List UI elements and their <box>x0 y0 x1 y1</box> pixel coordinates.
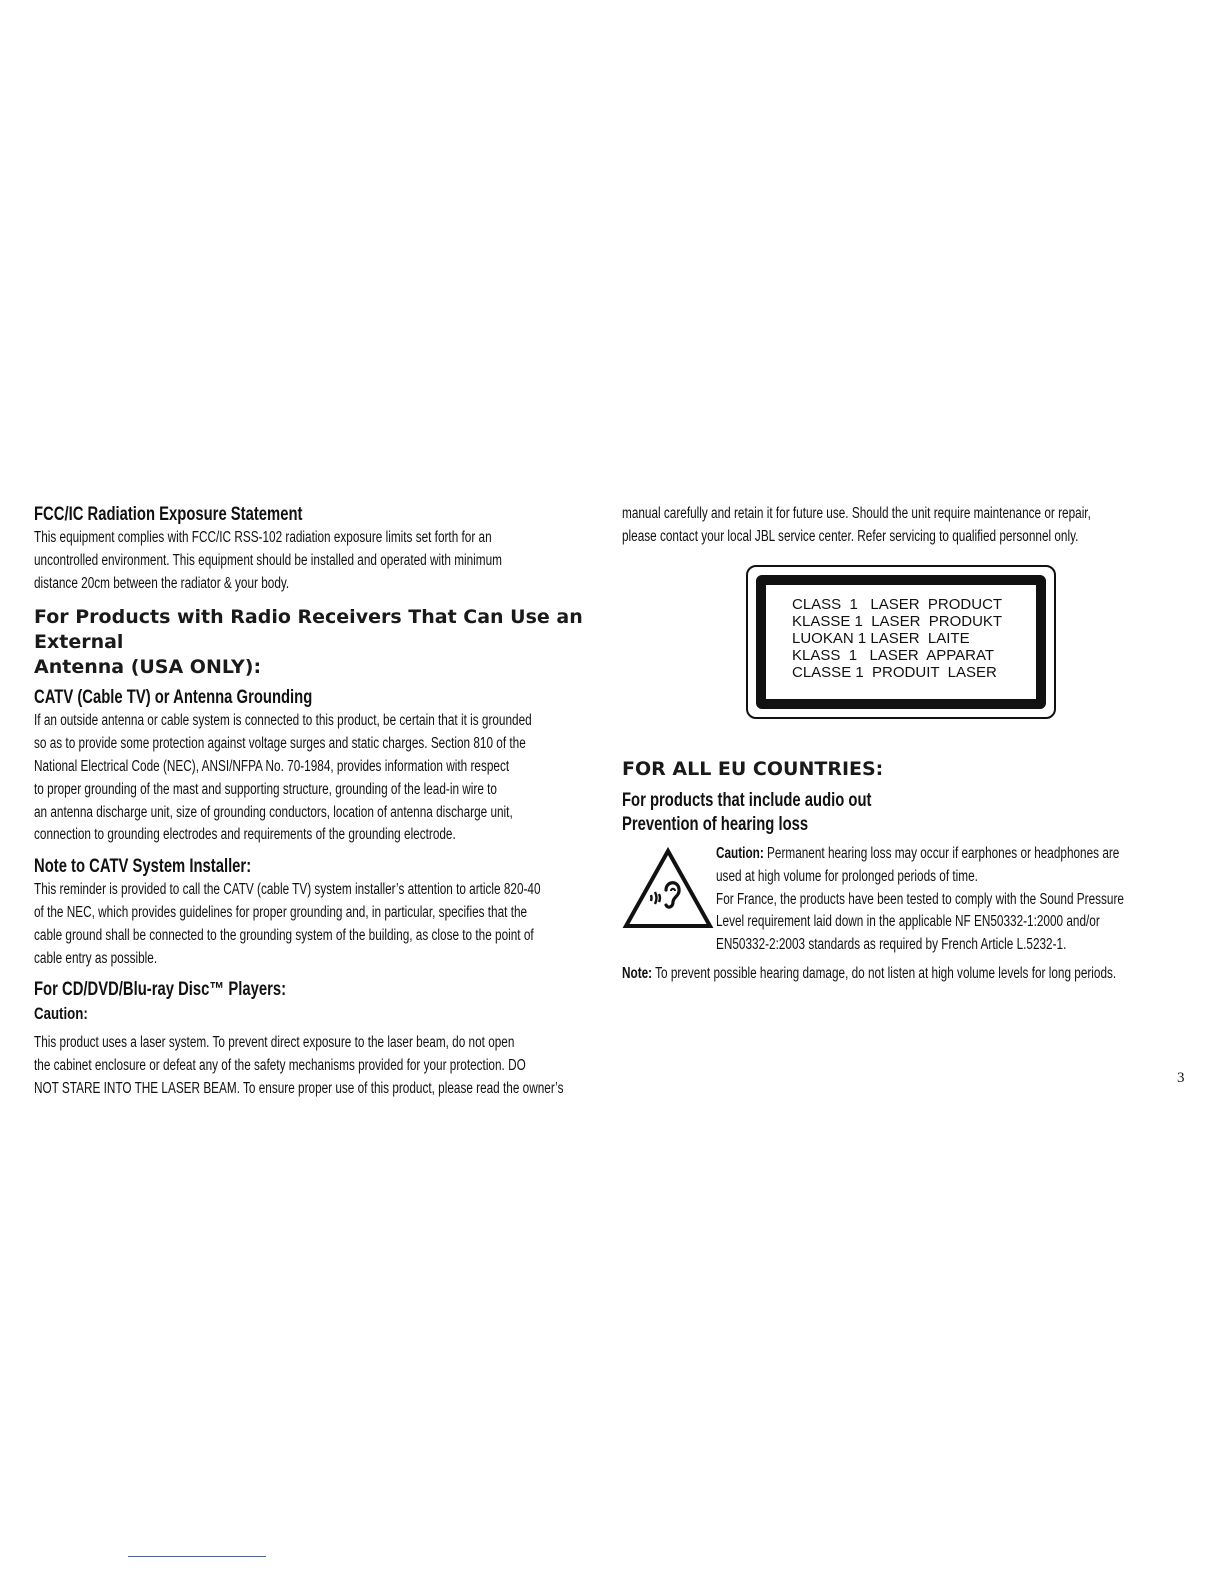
hearing-caution-text <box>716 843 1186 957</box>
players-heading: For CD/DVD/Blu-ray Disc™ Players: <box>34 979 287 1001</box>
continued-line: please contact your local JBL service center. Refer servicing to qualified personnel only. <box>622 527 1079 545</box>
installer-line: cable ground shall be connected to the grounding system of the building, as close to the point of <box>34 926 534 944</box>
eu-heading: FOR ALL EU COUNTRIES: <box>622 758 884 780</box>
catv-heading: CATV (Cable TV) or Antenna Grounding <box>34 687 313 709</box>
installer-heading: Note to CATV System Installer: <box>34 856 252 878</box>
laser-label-line: KLASS 1 LASER APPARAT <box>792 647 995 664</box>
catv-line: If an outside antenna or cable system is connected to this product, be certain that it is grounded <box>34 712 532 730</box>
players-caution-label: Caution: <box>34 1004 88 1024</box>
caution-line: used at high volume for prolonged periods of time. <box>716 867 978 885</box>
footer-divider <box>128 1556 266 1557</box>
radio-receivers-heading-line2: Antenna (USA ONLY): <box>34 656 262 679</box>
catv-line: connection to grounding electrodes and requirements of the grounding electrode. <box>34 826 456 844</box>
laser-label-line: LUOKAN 1 LASER LAITE <box>792 630 970 647</box>
players-line: NOT STARE INTO THE LASER BEAM. To ensure proper use of this product, please read the owner’s <box>34 1079 564 1097</box>
laser-label-line: KLASSE 1 LASER PRODUKT <box>792 613 1003 630</box>
page-number: 3 <box>1177 1070 1185 1086</box>
hearing-warning-icon <box>622 847 714 929</box>
laser-label-line: CLASS 1 LASER PRODUCT <box>792 596 1003 613</box>
fcc-line: This equipment complies with FCC/IC RSS-102 radiation exposure limits set forth for an <box>34 529 492 546</box>
caution-line: Permanent hearing loss may occur if earphones or headphones are <box>763 845 1120 862</box>
caution-line: Level requirement laid down in the applicable NF EN50332-1:2000 and/or <box>716 913 1100 931</box>
eu-subheading-audio-out: For products that include audio out <box>622 790 872 811</box>
caution-line: For France, the products have been tested to comply with the Sound Pressure <box>716 890 1124 908</box>
right-column <box>622 503 1182 549</box>
fcc-heading: FCC/IC Radiation Exposure Statement <box>34 504 303 525</box>
catv-line: an antenna discharge unit, size of grounding conductors, location of antenna discharge unit, <box>34 803 513 821</box>
caution-label: Caution: <box>716 845 764 862</box>
catv-line: National Electrical Code (NEC), ANSI/NFPA No. 70-1984, provides information with respect <box>34 757 510 775</box>
eu-subheading-hearing-loss: Prevention of hearing loss <box>622 814 809 835</box>
installer-line: cable entry as possible. <box>34 949 158 967</box>
laser-product-label <box>746 565 1056 719</box>
fcc-line: uncontrolled environment. This equipment should be installed and operated with minimum <box>34 551 502 569</box>
catv-line: so as to provide some protection against voltage surges and static charges. Section 810 of the <box>34 735 526 753</box>
left-column <box>34 503 602 1101</box>
catv-line: to proper grounding of the mast and supporting structure, grounding of the lead-in wire to <box>34 780 497 798</box>
continued-line: manual carefully and retain it for future use. Should the unit require maintenance or repair, <box>622 505 1091 522</box>
caution-line: EN50332-2:2003 standards as required by French Article L.5232-1. <box>716 936 1067 954</box>
installer-line: of the NEC, which provides guidelines for proper grounding and, in particular, specifies that the <box>34 903 528 921</box>
installer-line: This reminder is provided to call the CATV (cable TV) system installer’s attention to article 820-40 <box>34 881 541 899</box>
note-text: To prevent possible hearing damage, do not listen at high volume levels for long periods. <box>652 965 1117 982</box>
fcc-line: distance 20cm between the radiator & your body. <box>34 574 290 592</box>
eu-section <box>622 757 1182 982</box>
hearing-note <box>622 963 1116 986</box>
laser-label-line: CLASSE 1 PRODUIT LASER <box>792 664 997 681</box>
players-line: This product uses a laser system. To prevent direct exposure to the laser beam, do not open <box>34 1034 515 1052</box>
note-label: Note: <box>622 965 653 982</box>
radio-receivers-heading-line1: For Products with Radio Receivers That Can Use an External <box>34 606 583 654</box>
players-line: the cabinet enclosure or defeat any of the safety mechanisms provided for your protection. DO <box>34 1057 526 1075</box>
